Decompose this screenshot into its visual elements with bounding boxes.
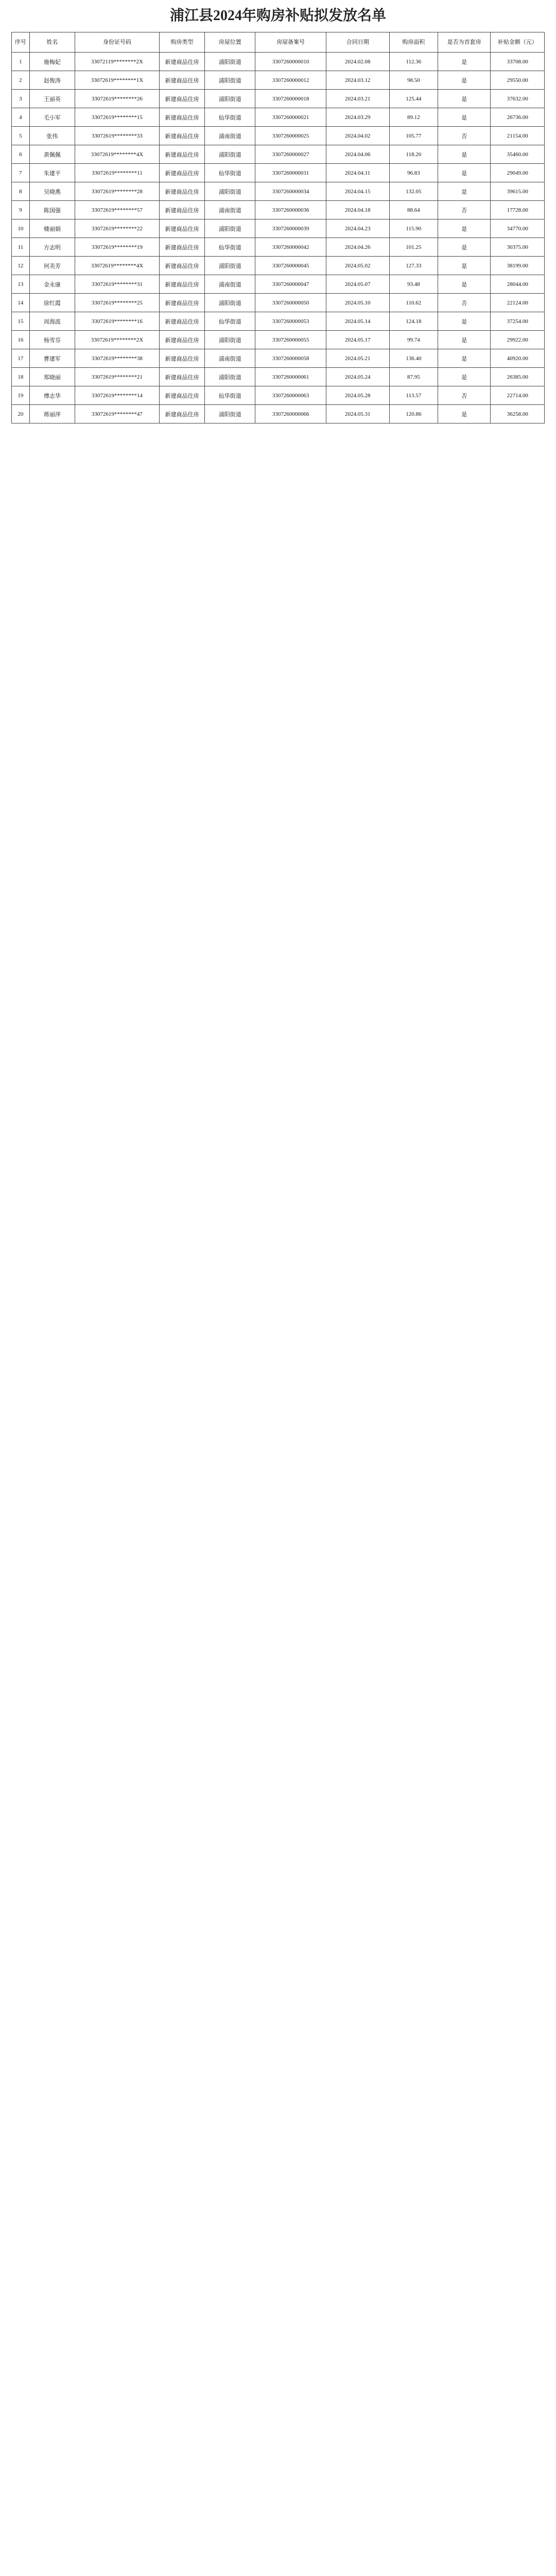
table-row [12, 331, 545, 349]
cell-location: 浦阳街道 [205, 257, 255, 275]
cell-first-home: 是 [438, 71, 490, 90]
table-row [12, 127, 545, 145]
cell-subsidy-amount: 38199.00 [491, 257, 545, 275]
cell-subsidy-amount: 37254.00 [491, 312, 545, 331]
cell-name: 楼丽娟 [29, 219, 75, 238]
cell-subsidy-amount: 35460.00 [491, 145, 545, 164]
cell-id-number: 33072119********2X [75, 53, 159, 71]
cell-contract-date: 2024.03.21 [326, 90, 389, 108]
cell-index: 7 [12, 164, 30, 182]
cell-purchase-type: 新建商品住房 [159, 275, 204, 294]
cell-contract-date: 2024.05.07 [326, 275, 389, 294]
cell-index: 13 [12, 275, 30, 294]
cell-id-number: 33072619********38 [75, 349, 159, 368]
cell-first-home: 是 [438, 164, 490, 182]
cell-location: 浦阳街道 [205, 219, 255, 238]
cell-subsidy-amount: 26736.00 [491, 108, 545, 127]
table-row [12, 182, 545, 201]
cell-index: 20 [12, 405, 30, 423]
cell-purchase-type: 新建商品住房 [159, 312, 204, 331]
cell-contract-date: 2024.04.11 [326, 164, 389, 182]
cell-name: 施梅妃 [29, 53, 75, 71]
cell-name: 蒋丽萍 [29, 405, 75, 423]
cell-record-number: 3307260000039 [255, 219, 326, 238]
cell-subsidy-amount: 34770.00 [491, 219, 545, 238]
cell-area: 101.25 [389, 238, 438, 257]
cell-purchase-type: 新建商品住房 [159, 238, 204, 257]
cell-contract-date: 2024.04.02 [326, 127, 389, 145]
cell-id-number: 33072619********11 [75, 164, 159, 182]
cell-first-home: 否 [438, 294, 490, 312]
cell-first-home: 是 [438, 145, 490, 164]
table-row [12, 90, 545, 108]
cell-subsidy-amount: 39615.00 [491, 182, 545, 201]
cell-contract-date: 2024.05.17 [326, 331, 389, 349]
cell-first-home: 是 [438, 312, 490, 331]
cell-purchase-type: 新建商品住房 [159, 349, 204, 368]
cell-record-number: 3307260000021 [255, 108, 326, 127]
table-row [12, 312, 545, 331]
cell-subsidy-amount: 21154.00 [491, 127, 545, 145]
cell-purchase-type: 新建商品住房 [159, 219, 204, 238]
cell-name: 何美芳 [29, 257, 75, 275]
cell-name: 金永康 [29, 275, 75, 294]
cell-name: 赵俊涛 [29, 71, 75, 90]
cell-index: 2 [12, 71, 30, 90]
table-row [12, 386, 545, 405]
cell-location: 浦阳街道 [205, 182, 255, 201]
cell-record-number: 3307260000027 [255, 145, 326, 164]
cell-location: 仙华街道 [205, 108, 255, 127]
cell-id-number: 33072619********31 [75, 275, 159, 294]
cell-index: 14 [12, 294, 30, 312]
cell-id-number: 33072619********22 [75, 219, 159, 238]
cell-contract-date: 2024.05.28 [326, 386, 389, 405]
cell-record-number: 3307260000050 [255, 294, 326, 312]
cell-area: 99.74 [389, 331, 438, 349]
cell-id-number: 33072619********26 [75, 90, 159, 108]
cell-area: 98.50 [389, 71, 438, 90]
cell-id-number: 33072619********2X [75, 331, 159, 349]
cell-record-number: 3307260000012 [255, 71, 326, 90]
document-title: 浦江县2024年购房补贴拟发放名单 [169, 8, 386, 24]
cell-location: 浦南街道 [205, 349, 255, 368]
cell-name: 朱建平 [29, 164, 75, 182]
cell-index: 5 [12, 127, 30, 145]
cell-contract-date: 2024.05.31 [326, 405, 389, 423]
cell-first-home: 否 [438, 201, 490, 219]
cell-location: 浦阳街道 [205, 145, 255, 164]
column-header-purchase-type: 购房类型 [159, 32, 204, 53]
table-row [12, 405, 545, 423]
cell-subsidy-amount: 29049.00 [491, 164, 545, 182]
cell-record-number: 3307260000055 [255, 331, 326, 349]
cell-purchase-type: 新建商品住房 [159, 164, 204, 182]
cell-id-number: 33072619********16 [75, 312, 159, 331]
cell-record-number: 3307260000034 [255, 182, 326, 201]
column-header-index: 序号 [12, 32, 30, 53]
cell-contract-date: 2024.04.06 [326, 145, 389, 164]
cell-first-home: 否 [438, 386, 490, 405]
table-row [12, 164, 545, 182]
cell-area: 87.95 [389, 368, 438, 386]
cell-id-number: 33072619********47 [75, 405, 159, 423]
cell-record-number: 3307260000036 [255, 201, 326, 219]
cell-area: 88.64 [389, 201, 438, 219]
column-header-id-number: 身份证号码 [75, 32, 159, 53]
cell-id-number: 33072619********28 [75, 182, 159, 201]
cell-subsidy-amount: 28044.00 [491, 275, 545, 294]
cell-contract-date: 2024.05.24 [326, 368, 389, 386]
cell-id-number: 33072619********4X [75, 257, 159, 275]
cell-area: 105.77 [389, 127, 438, 145]
cell-area: 125.44 [389, 90, 438, 108]
cell-id-number: 33072619********4X [75, 145, 159, 164]
cell-id-number: 33072619********14 [75, 386, 159, 405]
cell-contract-date: 2024.04.18 [326, 201, 389, 219]
table-row [12, 368, 545, 386]
cell-subsidy-amount: 17728.00 [491, 201, 545, 219]
cell-area: 93.48 [389, 275, 438, 294]
cell-subsidy-amount: 22714.00 [491, 386, 545, 405]
cell-contract-date: 2024.04.26 [326, 238, 389, 257]
cell-first-home: 是 [438, 108, 490, 127]
cell-area: 115.90 [389, 219, 438, 238]
table-body [12, 53, 545, 423]
cell-index: 12 [12, 257, 30, 275]
cell-location: 浦阳街道 [205, 368, 255, 386]
cell-location: 浦南街道 [205, 127, 255, 145]
cell-purchase-type: 新建商品住房 [159, 182, 204, 201]
cell-contract-date: 2024.05.21 [326, 349, 389, 368]
cell-location: 浦阳街道 [205, 405, 255, 423]
cell-index: 8 [12, 182, 30, 201]
cell-first-home: 是 [438, 238, 490, 257]
cell-record-number: 3307260000047 [255, 275, 326, 294]
cell-name: 王丽英 [29, 90, 75, 108]
cell-location: 浦阳街道 [205, 71, 255, 90]
column-header-subsidy-amount: 补贴金额（元） [491, 32, 545, 53]
table-row [12, 201, 545, 219]
cell-record-number: 3307260000053 [255, 312, 326, 331]
cell-first-home: 是 [438, 53, 490, 71]
cell-contract-date: 2024.05.10 [326, 294, 389, 312]
cell-first-home: 是 [438, 182, 490, 201]
cell-area: 110.62 [389, 294, 438, 312]
cell-purchase-type: 新建商品住房 [159, 71, 204, 90]
cell-first-home: 是 [438, 219, 490, 238]
cell-purchase-type: 新建商品住房 [159, 368, 204, 386]
table-header-row [12, 32, 545, 53]
cell-contract-date: 2024.05.02 [326, 257, 389, 275]
cell-index: 19 [12, 386, 30, 405]
cell-record-number: 3307260000061 [255, 368, 326, 386]
cell-name: 郑晓丽 [29, 368, 75, 386]
column-header-location: 房屋位置 [205, 32, 255, 53]
cell-name: 傅志华 [29, 386, 75, 405]
cell-contract-date: 2024.04.15 [326, 182, 389, 201]
table-row [12, 71, 545, 90]
cell-subsidy-amount: 37632.00 [491, 90, 545, 108]
table-row [12, 238, 545, 257]
cell-record-number: 3307260000045 [255, 257, 326, 275]
cell-location: 浦阳街道 [205, 53, 255, 71]
cell-first-home: 是 [438, 405, 490, 423]
cell-area: 127.33 [389, 257, 438, 275]
cell-location: 仙华街道 [205, 164, 255, 182]
table-row [12, 108, 545, 127]
cell-name: 周海波 [29, 312, 75, 331]
cell-purchase-type: 新建商品住房 [159, 331, 204, 349]
table-row [12, 294, 545, 312]
cell-area: 118.20 [389, 145, 438, 164]
cell-location: 浦南街道 [205, 275, 255, 294]
cell-first-home: 否 [438, 127, 490, 145]
cell-index: 1 [12, 53, 30, 71]
cell-location: 浦阳街道 [205, 90, 255, 108]
column-header-contract-date: 合同日期 [326, 32, 389, 53]
cell-purchase-type: 新建商品住房 [159, 53, 204, 71]
cell-purchase-type: 新建商品住房 [159, 294, 204, 312]
cell-location: 浦阳街道 [205, 331, 255, 349]
cell-id-number: 33072619********1X [75, 71, 159, 90]
cell-name: 张伟 [29, 127, 75, 145]
cell-name: 陈国强 [29, 201, 75, 219]
table-row [12, 53, 545, 71]
cell-record-number: 3307260000058 [255, 349, 326, 368]
table-row [12, 219, 545, 238]
cell-area: 89.12 [389, 108, 438, 127]
cell-area: 124.18 [389, 312, 438, 331]
cell-purchase-type: 新建商品住房 [159, 405, 204, 423]
cell-area: 120.86 [389, 405, 438, 423]
cell-record-number: 3307260000018 [255, 90, 326, 108]
cell-subsidy-amount: 30375.00 [491, 238, 545, 257]
cell-purchase-type: 新建商品住房 [159, 90, 204, 108]
cell-name: 杨雪芬 [29, 331, 75, 349]
cell-location: 浦阳街道 [205, 294, 255, 312]
cell-record-number: 3307260000066 [255, 405, 326, 423]
column-header-area: 购房面积 [389, 32, 438, 53]
cell-contract-date: 2024.03.29 [326, 108, 389, 127]
cell-subsidy-amount: 22124.00 [491, 294, 545, 312]
cell-first-home: 是 [438, 331, 490, 349]
cell-contract-date: 2024.03.12 [326, 71, 389, 90]
cell-subsidy-amount: 29550.00 [491, 71, 545, 90]
cell-purchase-type: 新建商品住房 [159, 127, 204, 145]
cell-subsidy-amount: 33708.00 [491, 53, 545, 71]
cell-area: 96.83 [389, 164, 438, 182]
cell-index: 11 [12, 238, 30, 257]
cell-location: 仙华街道 [205, 238, 255, 257]
cell-name: 毛小军 [29, 108, 75, 127]
cell-index: 15 [12, 312, 30, 331]
cell-subsidy-amount: 36258.00 [491, 405, 545, 423]
table-header [12, 32, 545, 53]
cell-id-number: 33072619********15 [75, 108, 159, 127]
cell-subsidy-amount: 26385.00 [491, 368, 545, 386]
cell-name: 黄佩佩 [29, 145, 75, 164]
cell-record-number: 3307260000042 [255, 238, 326, 257]
column-header-name: 姓名 [29, 32, 75, 53]
cell-first-home: 是 [438, 275, 490, 294]
cell-record-number: 3307260000010 [255, 53, 326, 71]
cell-first-home: 是 [438, 90, 490, 108]
cell-contract-date: 2024.04.23 [326, 219, 389, 238]
column-header-first-home: 是否为首套房 [438, 32, 490, 53]
cell-first-home: 是 [438, 257, 490, 275]
cell-index: 10 [12, 219, 30, 238]
table-row [12, 145, 545, 164]
cell-id-number: 33072619********57 [75, 201, 159, 219]
cell-index: 17 [12, 349, 30, 368]
cell-index: 9 [12, 201, 30, 219]
cell-contract-date: 2024.05.14 [326, 312, 389, 331]
subsidy-list-table [11, 32, 545, 423]
cell-area: 113.57 [389, 386, 438, 405]
cell-location: 仙华街道 [205, 386, 255, 405]
cell-purchase-type: 新建商品住房 [159, 201, 204, 219]
cell-area: 112.36 [389, 53, 438, 71]
cell-subsidy-amount: 40920.00 [491, 349, 545, 368]
cell-first-home: 是 [438, 349, 490, 368]
cell-index: 18 [12, 368, 30, 386]
cell-record-number: 3307260000025 [255, 127, 326, 145]
cell-subsidy-amount: 29922.00 [491, 331, 545, 349]
cell-location: 仙华街道 [205, 312, 255, 331]
cell-index: 4 [12, 108, 30, 127]
cell-id-number: 33072619********19 [75, 238, 159, 257]
cell-record-number: 3307260000031 [255, 164, 326, 182]
cell-area: 136.40 [389, 349, 438, 368]
cell-id-number: 33072619********21 [75, 368, 159, 386]
cell-id-number: 33072619********33 [75, 127, 159, 145]
cell-location: 浦南街道 [205, 201, 255, 219]
cell-first-home: 是 [438, 368, 490, 386]
cell-purchase-type: 新建商品住房 [159, 108, 204, 127]
cell-index: 3 [12, 90, 30, 108]
cell-index: 6 [12, 145, 30, 164]
cell-area: 132.05 [389, 182, 438, 201]
cell-purchase-type: 新建商品住房 [159, 257, 204, 275]
cell-id-number: 33072619********25 [75, 294, 159, 312]
cell-purchase-type: 新建商品住房 [159, 386, 204, 405]
table-row [12, 275, 545, 294]
column-header-record-number: 房屋备案号 [255, 32, 326, 53]
cell-record-number: 3307260000063 [255, 386, 326, 405]
cell-index: 16 [12, 331, 30, 349]
table-row [12, 349, 545, 368]
cell-name: 吴晓燕 [29, 182, 75, 201]
cell-name: 方志明 [29, 238, 75, 257]
table-row [12, 257, 545, 275]
cell-purchase-type: 新建商品住房 [159, 145, 204, 164]
cell-name: 徐红霞 [29, 294, 75, 312]
cell-name: 曹建军 [29, 349, 75, 368]
cell-contract-date: 2024.02.08 [326, 53, 389, 71]
